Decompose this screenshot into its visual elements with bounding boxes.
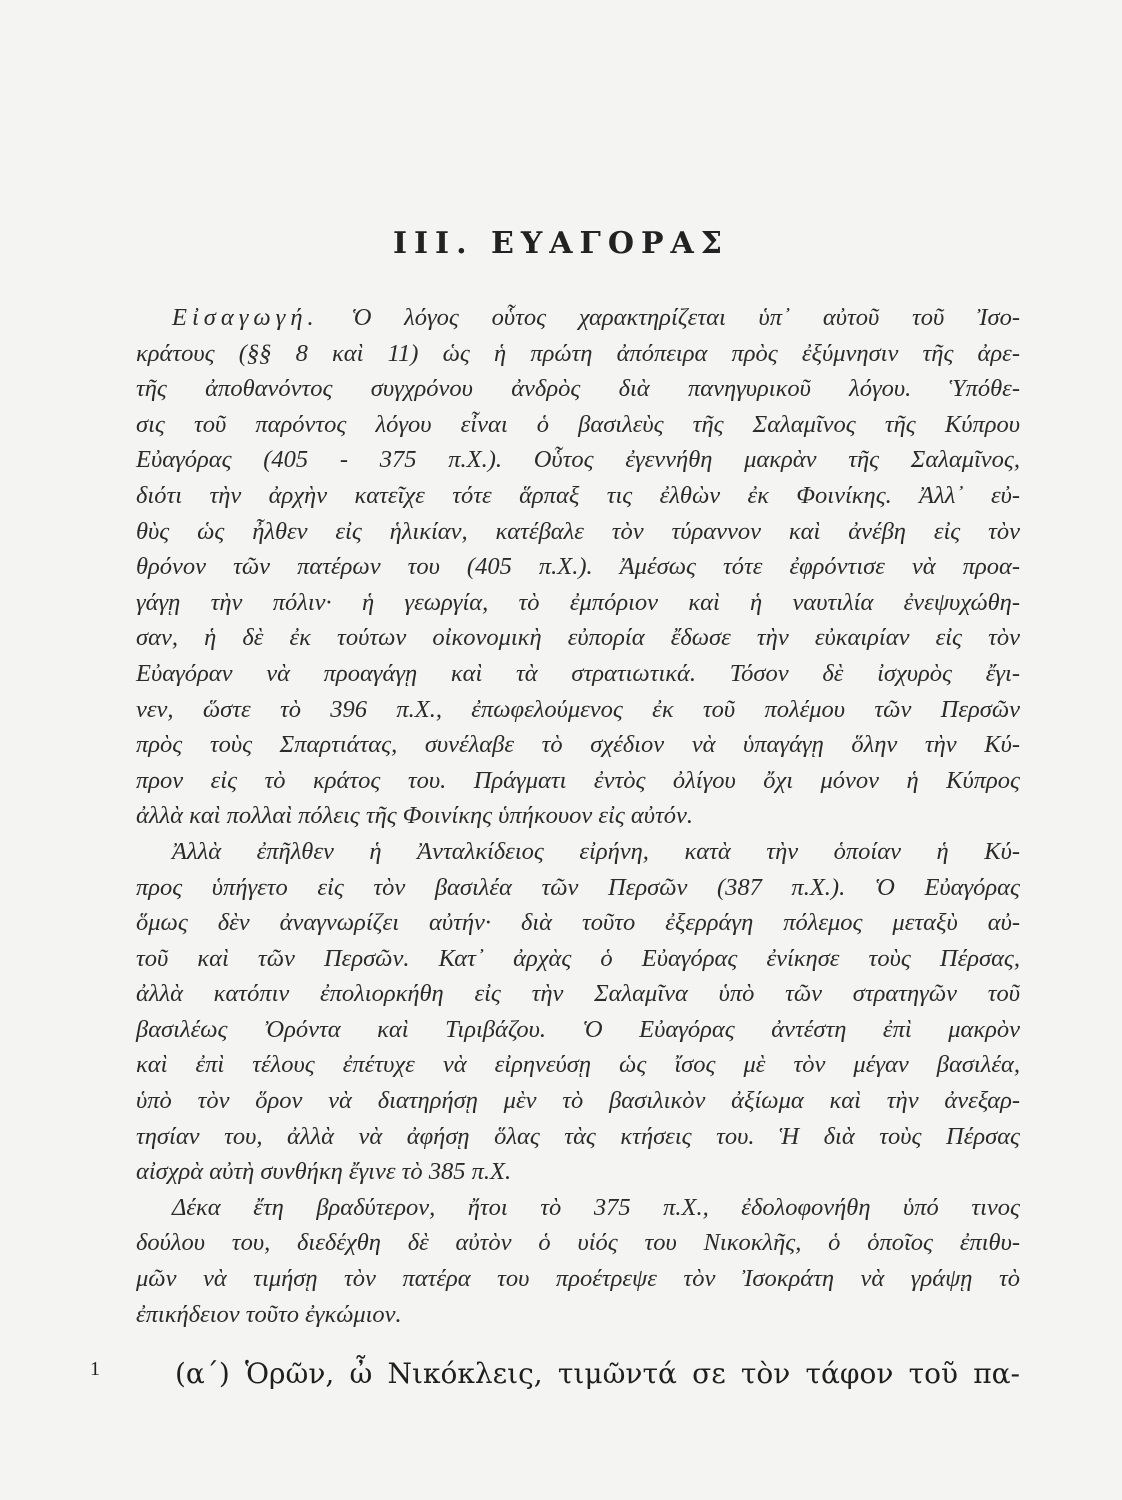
section-start xyxy=(90,1352,1030,1396)
text-line: τῆς ἀποθανόντος συγχρόνου ἀνδρὸς διὰ πανηγυρικοῦ λόγου. Ὑπόθε- xyxy=(136,375,1020,403)
text-line: Εὐαγόραν νὰ προαγάγῃ καὶ τὰ στρατιωτικά. Τόσον δὲ ἰσχυρὸς ἔγι- xyxy=(136,659,1020,687)
text-line: διότι τὴν ἀρχὴν κατεῖχε τότε ἅρπαξ τις ἐλθὼν ἐκ Φοινίκης. Ἀλλ᾽ εὐ- xyxy=(136,481,1020,509)
text-line: Εὐαγόρας (405 - 375 π.Χ.). Οὗτος ἐγεννήθη μακρὰν τῆς Σαλαμῖνος, xyxy=(136,446,1020,474)
intro-label: Εἰσαγωγή. xyxy=(172,304,319,331)
text-line: τησίαν του, ἀλλὰ νὰ ἀφήσῃ ὅλας τὰς κτήσεις του. Ἡ διὰ τοὺς Πέρσας xyxy=(136,1122,1020,1150)
text-line: Δέκα ἔτη βραδύτερον, ἤτοι τὸ 375 π.Χ., ἐδολοφονήθη ὑπό τινος xyxy=(172,1193,1020,1221)
text-line: προς ὑπήγετο εἰς τὸν βασιλέα τῶν Περσῶν (387 π.Χ.). Ὁ Εὐαγόρας xyxy=(136,873,1020,901)
text-line: βασιλέως Ὀρόντα καὶ Τιριβάζου. Ὁ Εὐαγόρας ἀντέστη ἐπὶ μακρὸν xyxy=(136,1015,1020,1043)
section-number: 1 xyxy=(90,1358,100,1380)
text-line: πρὸς τοὺς Σπαρτιάτας, συνέλαβε τὸ σχέδιον νὰ ὑπαγάγῃ ὅλην τὴν Κύ- xyxy=(136,731,1020,759)
text-line: προν εἰς τὸ κράτος του. Πράγματι ἐντὸς ὀλίγου ὄχι μόνον ἡ Κύπρος xyxy=(136,766,1020,794)
text-line: καὶ ἐπὶ τέλους ἐπέτυχε νὰ εἰρηνεύσῃ ὡς ἴσος μὲ τὸν μέγαν βασιλέα, xyxy=(136,1051,1020,1079)
text-line: τοῦ καὶ τῶν Περσῶν. Κατ᾽ ἀρχὰς ὁ Εὐαγόρας ἐνίκησε τοὺς Πέρσας, xyxy=(136,944,1020,972)
text-line: κράτους (§§ 8 καὶ 11) ὡς ἡ πρώτη ἀπόπειρα πρὸς ἐξύμνησιν τῆς ἀρε- xyxy=(136,339,1020,367)
text-line: Ἀλλὰ ἐπῆλθεν ἡ Ἀνταλκίδειος εἰρήνη, κατὰ τὴν ὁποίαν ἡ Κύ- xyxy=(172,837,1020,865)
text-line: δούλου του, διεδέχθη δὲ αὐτὸν ὁ υἱός του Νικοκλῆς, ὁ ὁποῖος ἐπιθυ- xyxy=(136,1229,1020,1257)
text-line: σις τοῦ παρόντος λόγου εἶναι ὁ βασιλεὺς τῆς Σαλαμῖνος τῆς Κύπρου xyxy=(136,410,1020,438)
page-title: ΙΙΙ. ΕΥΑΓΟΡΑΣ xyxy=(392,226,730,261)
text-line: γάγῃ τὴν πόλιν· ἡ γεωργία, τὸ ἐμπόριον καὶ ἡ ναυτιλία ἐνεψυχώθη- xyxy=(136,588,1020,616)
text-line: Εἰσαγωγή. Ὁ λόγος οὗτος χαρακτηρίζεται ὑπ᾽ αὐτοῦ τοῦ Ἰσο- xyxy=(172,304,1021,331)
text-line: ὅμως δὲν ἀναγνωρίζει αὐτήν· διὰ τοῦτο ἐξερράγη πόλεμος μεταξὺ αὐ- xyxy=(136,909,1020,937)
text-line: ἐπικήδειον τοῦτο ἐγκώμιον. xyxy=(136,1300,402,1328)
text-line: ἀλλὰ κατόπιν ἐπολιορκήθη εἰς τὴν Σαλαμῖνα ὑπὸ τῶν στρατηγῶν τοῦ xyxy=(136,980,1020,1008)
text-line: σαν, ἡ δὲ ἐκ τούτων οἰκονομικὴ εὐπορία ἔδωσε τὴν εὐκαιρίαν εἰς τὸν xyxy=(136,624,1020,652)
text-line: ἀλλὰ καὶ πολλαὶ πόλεις τῆς Φοινίκης ὑπήκουον εἰς αὐτόν. xyxy=(136,802,694,830)
text-line: θὺς ὡς ἦλθεν εἰς ἡλικίαν, κατέβαλε τὸν τύραννον καὶ ἀνέβη εἰς τὸν xyxy=(136,517,1020,545)
introduction-text xyxy=(136,300,1020,1332)
section-text-line: (α΄) Ὁρῶν, ὦ Νικόκλεις, τιμῶντά σε τὸν τάφον τοῦ πα- xyxy=(175,1357,1020,1390)
text-line: αἰσχρὰ αὐτὴ συνθήκη ἔγινε τὸ 385 π.Χ. xyxy=(136,1158,512,1186)
text-line: ὑπὸ τὸν ὅρον νὰ διατηρήσῃ μὲν τὸ βασιλικὸν ἀξίωμα καὶ τὴν ἀνεξαρ- xyxy=(136,1087,1020,1115)
text-line: μῶν νὰ τιμήσῃ τὸν πατέρα του προέτρεψε τὸν Ἰσοκράτη νὰ γράψῃ τὸ xyxy=(136,1265,1020,1293)
text-line: νεν, ὥστε τὸ 396 π.Χ., ἐπωφελούμενος ἐκ τοῦ πολέμου τῶν Περσῶν xyxy=(136,695,1020,723)
text-line: θρόνον τῶν πατέρων του (405 π.Χ.). Ἀμέσως τότε ἐφρόντισε νὰ προα- xyxy=(136,553,1020,581)
